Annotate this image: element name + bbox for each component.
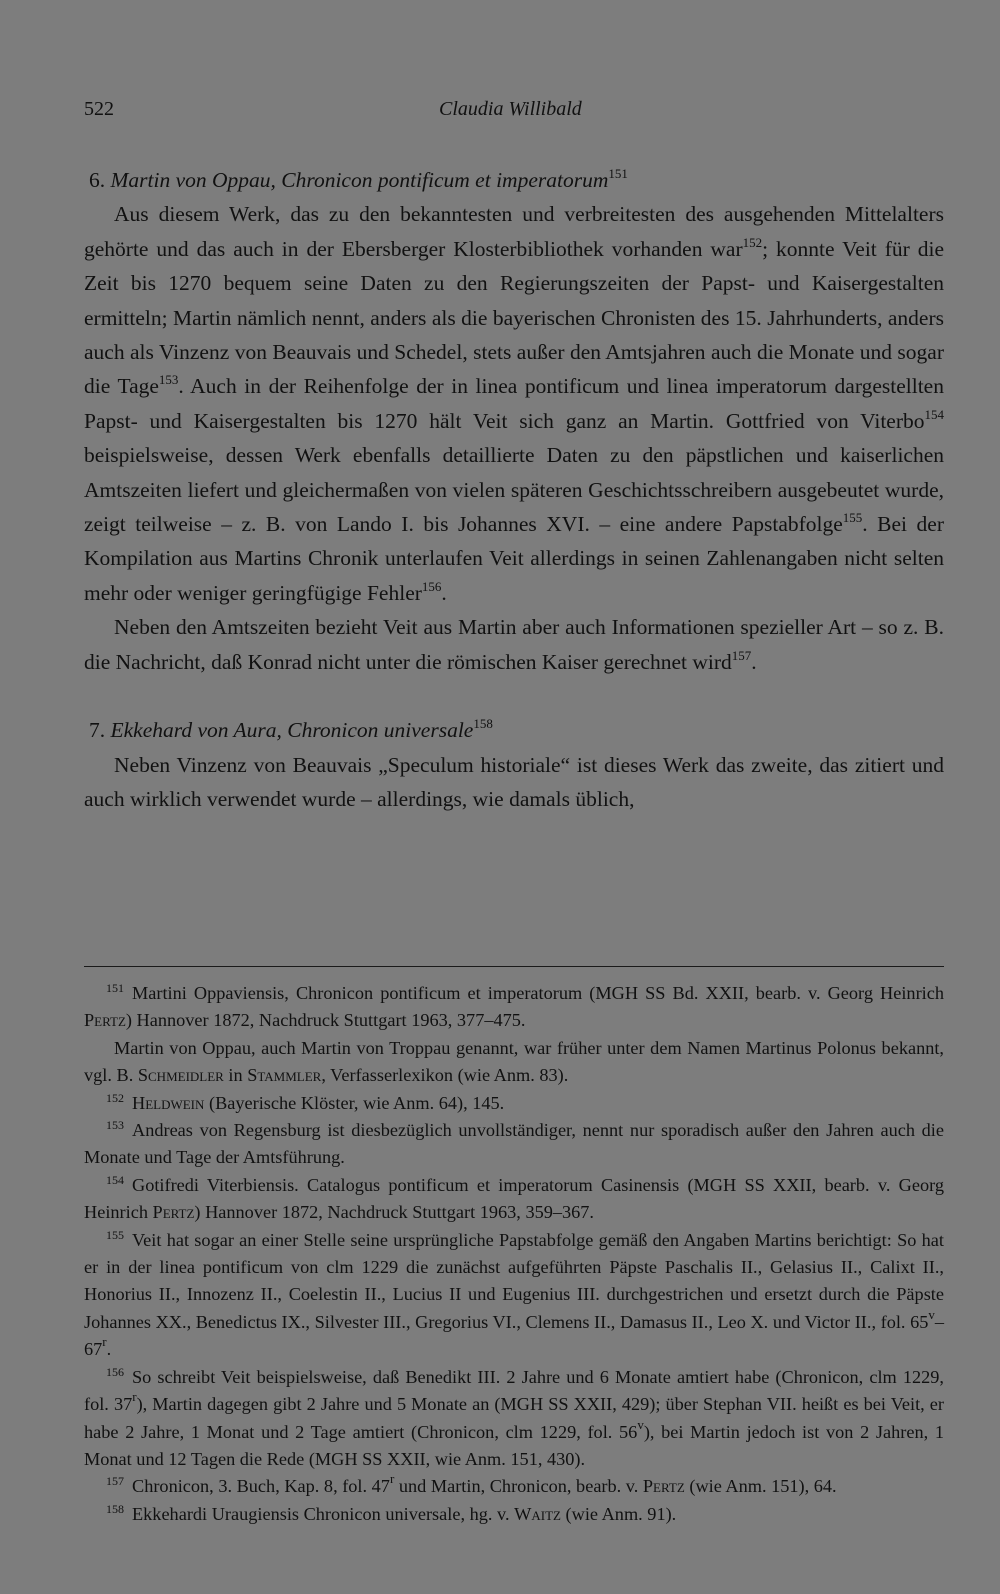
section-title: Ekkehard von Aura, Chronicon universale <box>110 718 474 743</box>
text-run: . <box>751 649 757 674</box>
paragraph <box>84 610 944 679</box>
paragraph: Neben Vinzenz von Beauvais „Speculum historiale“ ist dieses Werk das zweite, das zitiert und auch wirklich verwendet wurde – allerdings, wie damals üblich, <box>84 752 944 811</box>
text-run: beispielsweise, dessen Werk ebenfalls detaillierte Daten zu den päpstlichen und kaiserlichen Amtszeiten liefert und gleichermaßen von vielen späteren Geschichtsschreibern ausgebeutet wurde, zeigt teilweise – z. B. von Lando I. bis Johannes XVI. – eine andere Papstabfolge <box>84 443 944 537</box>
footnote-151: 151 Martini Oppaviensis, Chronicon pontificum et imperatorum (MGH SS Bd. XXII, bearb. v. Georg Heinrich Pertz) Hannover 1872, Nachdruck Stuttgart 1963, 377–475. <box>84 981 944 1031</box>
section-number: 6. <box>89 168 106 192</box>
author-name: Pertz <box>642 1476 685 1497</box>
section-number: 7. <box>89 718 106 743</box>
text-run: Martin von Oppau, auch Martin von Troppau genannt, war früher unter dem Namen Martinus Polonus bekannt, vgl. B. <box>84 1037 944 1086</box>
folio-side: v <box>637 1416 644 1432</box>
section-heading-7 <box>84 713 944 747</box>
text-run: . <box>106 1339 112 1360</box>
footnote-151-continued <box>84 1035 944 1090</box>
author-name: Pertz <box>152 1202 195 1223</box>
folio-side: r <box>132 1389 137 1405</box>
text-run: und Martin, Chronicon, bearb. v. <box>394 1476 643 1497</box>
text-run: Gotifredi Viterbiensis. Catalogus pontificum et imperatorum Casinensis (MGH SS XXII, bearb. v. Georg Heinrich <box>84 1174 944 1223</box>
text-run: Aus diesem Werk, das zu den bekanntesten und verbreitesten des ausgehenden Mittelalters gehörte und das auch in der Ebersberger Klosterbibliothek vorhanden war <box>84 202 944 261</box>
text-run: So schreibt Veit beispielsweise, daß Benedikt III. 2 Jahre und 6 Monate amtiert habe (Chronicon, clm 1229, fol. 37 <box>84 1366 944 1415</box>
footnote-157: 157 Chronicon, 3. Buch, Kap. 8, fol. 47$^r$ und Martin, Chronicon, bearb. v. Pertz (wie Anm. 151), 64. <box>106 1471 837 1497</box>
text-run: (wie Anm. 91). <box>560 1503 677 1524</box>
section-heading-6 <box>84 163 944 197</box>
footnote-ref: 155 <box>842 510 863 526</box>
footnote-ref: 158 <box>473 716 493 732</box>
author-name: Waitz <box>514 1503 561 1524</box>
text-run: Ekkehardi Uraugiensis Chronicon universale, hg. v. <box>132 1503 515 1524</box>
text-run: –67 <box>84 1311 944 1360</box>
text-run: Martini Oppaviensis, Chronicon pontificum et imperatorum (MGH SS Bd. XXII, bearb. v. Georg Heinrich <box>132 983 944 1003</box>
text-run: ) Hannover 1872, Nachdruck Stuttgart 1963, 377–475. <box>125 1010 526 1031</box>
spacer <box>84 679 944 713</box>
footnote-ref: 153 <box>158 372 179 388</box>
text-run: . Bei der Kompilation aus Martins Chronik unterlaufen Veit allerdings in seinen Zahlenangaben nicht selten mehr oder weniger geringfügige Fehler <box>84 512 944 605</box>
footnote-ref: 156 <box>421 578 442 594</box>
text-run: , Verfasserlexikon (wie Anm. 83). <box>321 1065 569 1086</box>
author-name: Stammler <box>247 1065 322 1086</box>
footnote-ref: 152 <box>742 234 763 250</box>
text-run: Veit hat sogar an einer Stelle seine ursprüngliche Papstabfolge gemäß den Angaben Martins berichtigt: So hat er in der linea pontificum von clm 1229 die zunächst aufgeführten Päpste Paschalis II., Gelasius II., Calixt II., Honorius II., Innozenz II., Coelestin II., Lucius II und Eugenius III. durchgestrichen und ersetzt durch die Päpste Johannes XX., Benedictus IX., Silvester III., Gregorius VI., Clemens II., Damasus II., Leo X. und Victor II., fol. 65 <box>84 1229 944 1332</box>
footnotes <box>84 980 944 1528</box>
main-text <box>84 163 944 816</box>
text-run: . <box>441 580 447 605</box>
text-run: ) Hannover 1872, Nachdruck Stuttgart 1963, 359–367. <box>194 1202 594 1223</box>
footnote-156: 156 So schreibt Veit beispielsweise, daß Benedikt III. 2 Jahre und 6 Monate amtiert habe (Chronicon, clm 1229, fol. 37$^r$), Martin dagegen gibt 2 Jahre und 5 Monate an (MGH SS XXII, 429); über Stephan VII. heißt es bei Veit, er habe 2 Jahre, 1 Monat und 2 Tage amtiert (Chronicon, clm 1229, fol. 56$^v$), bei Martin jedoch ist von 2 Jahren, 1 Monat und 12 Tagen die Rede (MGH SS XXII, wie Anm. 151, 430). <box>84 1364 944 1469</box>
text-run: ), Martin dagegen gibt 2 Jahre und 5 Monate an (MGH SS XXII, 429); über Stephan VII. heißt es bei Veit, er habe 2 Jahre, 1 Monat und 2 Tage amtiert (Chronicon, clm 1229, fol. 56 <box>84 1394 944 1442</box>
text-run: (wie Anm. 151), 64. <box>684 1476 837 1497</box>
running-header <box>84 98 944 128</box>
footnote-ref: 157 <box>731 647 752 663</box>
footnote-153: 153 Andreas von Regensburg ist diesbezüglich unvollständiger, nennt nur sporadisch außer den Jahren auch die Monate und Tage der Amtsführung. <box>84 1118 944 1168</box>
running-title: Claudia Willibald <box>439 98 582 120</box>
author-name: Heldwein <box>132 1092 205 1113</box>
text-run: Neben den Amtszeiten bezieht Veit aus Martin aber auch Informationen spezieller Art – so z. B. die Nachricht, daß Konrad nicht unter die römischen Kaiser gerechnet wird <box>84 615 944 674</box>
text-run: Chronicon, 3. Buch, Kap. 8, fol. 47 <box>132 1476 390 1497</box>
footnote-155: 155 Veit hat sogar an einer Stelle seine ursprüngliche Papstabfolge gemäß den Angaben Martins berichtigt: So hat er in der linea pontificum von clm 1229 die zunächst aufgeführten Päpste Paschalis II., Gelasius II., Calixt II., Honorius II., Innozenz II., Coelestin II., Lucius II und Eugenius III. durchgestrichen und ersetzt durch die Päpste Johannes XX., Benedictus IX., Silvester III., Gregorius VI., Clemens II., Damasus II., Leo X. und Victor II., fol. 65$^v$–67$^r$. <box>84 1227 944 1360</box>
text-run: ), bei Martin jedoch ist von 2 Jahren, 1 Monat und 12 Tagen die Rede (MGH SS XXII, wie Anm. 151, 430). <box>84 1421 944 1469</box>
author-name: Pertz <box>84 1010 126 1031</box>
folio-side: v <box>928 1306 935 1322</box>
text-run: Andreas von Regensburg ist diesbezüglich unvollständiger, nennt nur sporadisch außer den Jahren auch die Monate und Tage der Amtsführung. <box>84 1120 944 1168</box>
footnote-158: 158 Ekkehardi Uraugiensis Chronicon universale, hg. v. Waitz (wie Anm. 91). <box>106 1501 677 1524</box>
folio-side: r <box>389 1471 395 1487</box>
text-run: . Auch in der Reihenfolge der in linea pontificum und linea imperatorum dargestellten Papst- und Kaisergestalten bis 1270 hält Veit sich ganz an Martin. Gottfried von Viterbo <box>84 374 944 433</box>
footnote-ref: 151 <box>608 166 628 181</box>
author-name: Schmeidler <box>137 1065 224 1086</box>
footnote-154: 154 Gotifredi Viterbiensis. Catalogus pontificum et imperatorum Casinensis (MGH SS XXII, bearb. v. Georg Heinrich Pertz) Hannover 1872, Nachdruck Stuttgart 1963, 359–367. <box>84 1172 944 1223</box>
folio-side: r <box>102 1334 107 1350</box>
text-run: in <box>223 1065 248 1086</box>
footnote-152: 152 Heldwein (Bayerische Klöster, wie Anm. 64), 145. <box>106 1090 505 1113</box>
footnote-ref: 154 <box>924 406 944 422</box>
text-run: (Bayerische Klöster, wie Anm. 64), 145. <box>204 1092 505 1113</box>
footnote-divider <box>84 966 944 967</box>
paragraph <box>84 197 944 610</box>
page-number: 522 <box>84 98 114 120</box>
text-run: ; konnte Veit für die Zeit bis 1270 bequem seine Daten zu den Regierungszeiten der Papst- und Kaisergestalten ermitteln; Martin nämlich nennt, anders als die bayerischen Chronisten des 15. Jahrhunderts, anders auch als Vinzenz von Beauvais und Schedel, stets außer den Amtsjahren auch die Monate und sogar die Tage <box>84 236 944 399</box>
section-title: Martin von Oppau, Chronicon pontificum et imperatorum <box>110 168 609 192</box>
